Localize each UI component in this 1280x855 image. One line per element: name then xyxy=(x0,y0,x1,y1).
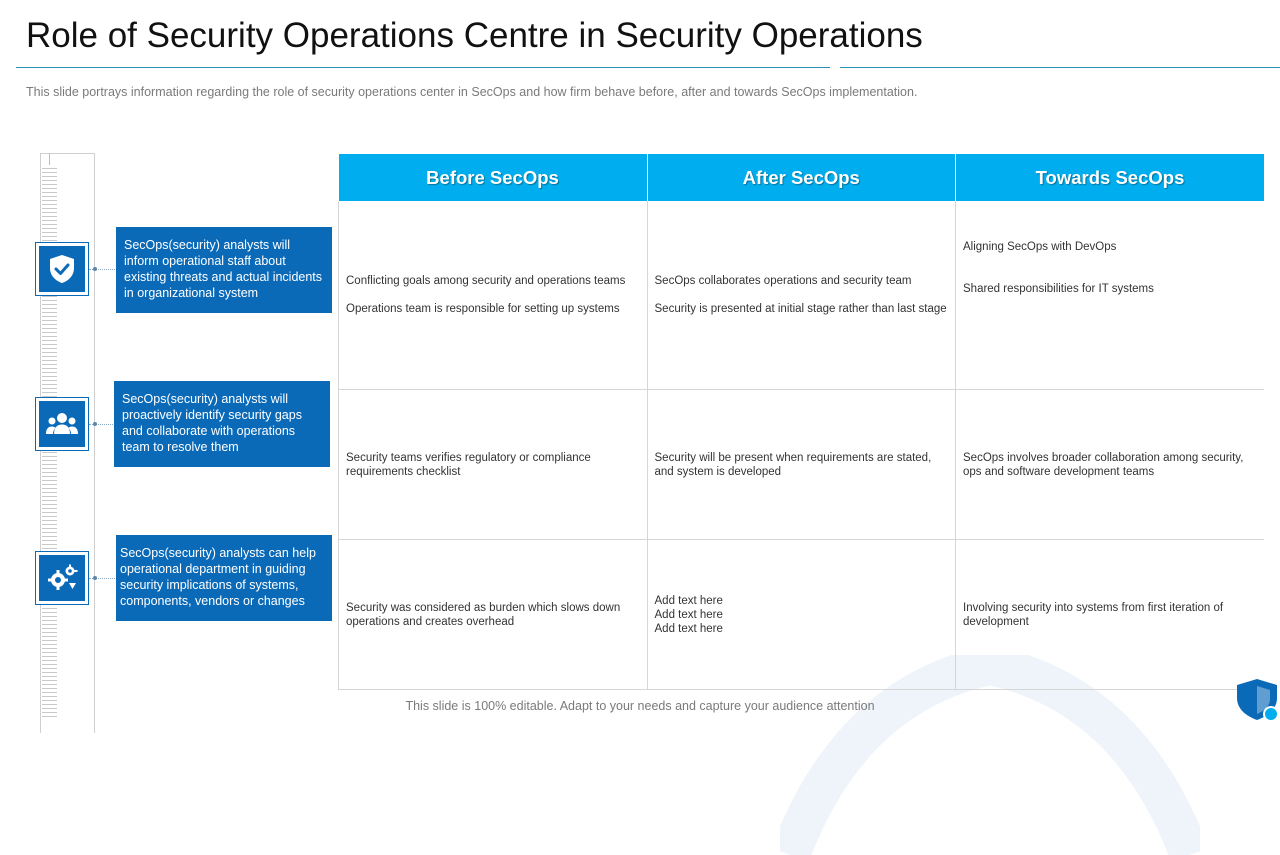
cell-before-2 xyxy=(339,390,648,540)
gears-icon xyxy=(46,563,78,593)
shield-check-icon xyxy=(48,254,76,284)
page-title: Role of Security Operations Centre in Security Operations xyxy=(26,16,923,55)
cell-text: SecOps involves broader collaboration among security, ops and software development teams xyxy=(963,451,1244,478)
cell-text: Aligning SecOps with DevOps xyxy=(963,241,1117,253)
title-divider-left xyxy=(16,67,830,68)
cell-text: Conflicting goals among security and operations teams xyxy=(346,275,626,287)
team-icon xyxy=(45,410,79,438)
cell-text: Security teams verifies regulatory or compliance requirements checklist xyxy=(346,451,591,478)
header-after-secops: After SecOps xyxy=(647,154,956,201)
cell-text: Add text here xyxy=(654,594,723,607)
role-3-icon-box xyxy=(35,551,89,605)
cell-before-3 xyxy=(339,540,648,690)
table-row xyxy=(339,540,1265,690)
cell-before-1 xyxy=(339,201,648,390)
role-1-connector-dot xyxy=(93,267,97,271)
title-divider-right xyxy=(840,67,1280,68)
header-before-secops: Before SecOps xyxy=(339,154,648,201)
cell-text: Shared responsibilities for IT systems xyxy=(963,283,1154,295)
role-1-card: SecOps(security) analysts will inform operational staff about existing threats and actual incidents in organizational system xyxy=(116,227,332,313)
table-header-row xyxy=(339,154,1265,201)
role-1-icon-box xyxy=(35,242,89,296)
cell-after-2 xyxy=(647,390,956,540)
cell-towards-1 xyxy=(956,201,1265,390)
cell-text: Add text here xyxy=(654,608,723,621)
cell-text: Involving security into systems from first iteration of development xyxy=(963,601,1224,628)
cell-text: Security was considered as burden which slows down operations and creates overhead xyxy=(346,601,621,628)
cell-after-3 xyxy=(647,540,956,690)
footer-note: This slide is 100% editable. Adapt to your needs and capture your audience attention xyxy=(405,699,875,713)
slide-description: This slide portrays information regarding the role of security operations center in SecOps and how firm behave before, after and towards SecOps implementation. xyxy=(26,85,918,99)
role-2-connector-dot xyxy=(93,422,97,426)
table-row xyxy=(339,201,1265,390)
header-towards-secops: Towards SecOps xyxy=(956,154,1265,201)
timeline-cap xyxy=(49,153,50,165)
cell-text: SecOps collaborates operations and security team xyxy=(654,275,912,287)
cell-text: Operations team is responsible for setting up systems xyxy=(346,303,620,315)
role-3-connector-dot xyxy=(93,576,97,580)
cell-text: Security will be present when requirements are stated, and system is developed xyxy=(654,451,932,478)
shield-logo-icon xyxy=(1235,676,1280,722)
role-3-card: SecOps(security) analysts can help operational department in guiding security implications of systems, components, vendors or changes xyxy=(116,535,332,621)
cell-text: Add text here xyxy=(654,622,723,635)
cell-after-1 xyxy=(647,201,956,390)
cell-text: Security is presented at initial stage rather than last stage xyxy=(654,303,947,315)
table-row xyxy=(339,390,1265,540)
cell-towards-3 xyxy=(956,540,1265,690)
cell-towards-2 xyxy=(956,390,1265,540)
secops-comparison-table xyxy=(338,154,1264,690)
role-2-icon-box xyxy=(35,397,89,451)
role-2-card: SecOps(security) analysts will proactively identify security gaps and collaborate with operations team to resolve them xyxy=(114,381,330,467)
